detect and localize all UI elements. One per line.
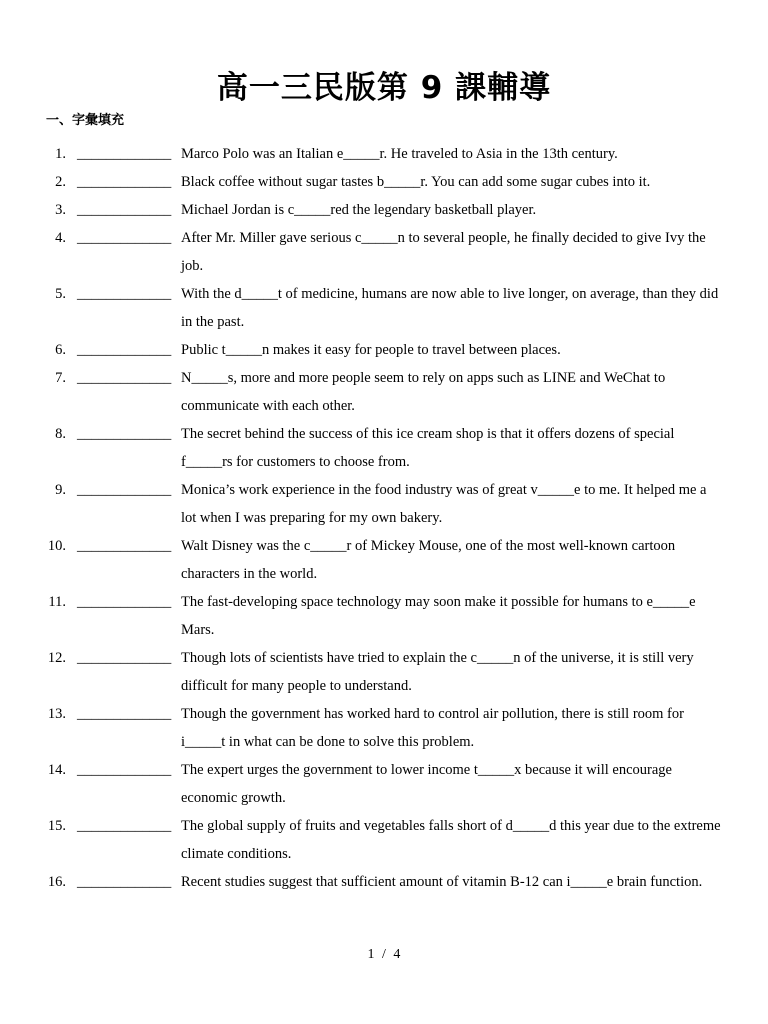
question-number: 10. (47, 538, 66, 554)
question-item (0, 168, 721, 196)
answer-blank: _____________ (77, 174, 172, 190)
question-number: 11. (48, 594, 66, 610)
question-text: The secret behind the success of this ice cream shop is that it offers dozens of special f_____rs for customers to choose from. (181, 426, 675, 470)
question-number: 5. (55, 286, 66, 302)
answer-blank: _____________ (77, 762, 172, 778)
question-text: Public t_____n makes it easy for people to travel between places. (181, 342, 561, 358)
page-title: 高一三民版第 9 課輔導 (216, 70, 552, 106)
question-number: 2. (55, 174, 66, 190)
question-item (0, 644, 721, 700)
question-text: Recent studies suggest that sufficient amount of vitamin B-12 can i_____e brain function. (181, 874, 703, 890)
question-number: 12. (47, 650, 66, 666)
question-item (0, 588, 721, 644)
question-text: The global supply of fruits and vegetables falls short of d_____d this year due to the extreme climate conditions. (181, 818, 721, 862)
question-number: 1. (55, 146, 66, 162)
question-item (0, 196, 721, 224)
answer-blank: _____________ (77, 230, 172, 246)
answer-blank: _____________ (77, 426, 172, 442)
answer-blank: _____________ (77, 482, 172, 498)
answer-blank: _____________ (77, 342, 172, 358)
question-item (0, 224, 721, 280)
question-number: 9. (55, 482, 66, 498)
question-text: Michael Jordan is c_____red the legendary basketball player. (181, 202, 537, 218)
question-item (0, 420, 721, 476)
question-number: 3. (55, 202, 66, 218)
question-item (0, 364, 721, 420)
question-text: Though lots of scientists have tried to explain the c_____n of the universe, it is still very difficult for many people to understand. (181, 650, 694, 694)
question-text: With the d_____t of medicine, humans are now able to live longer, on average, than they did in the past. (181, 286, 719, 330)
answer-blank: _____________ (77, 286, 172, 302)
question-text: Walt Disney was the c_____r of Mickey Mouse, one of the most well-known cartoon characters in the world. (181, 538, 676, 582)
question-item (0, 532, 721, 588)
question-item (0, 336, 721, 364)
answer-blank: _____________ (77, 370, 172, 386)
question-text: Though the government has worked hard to control air pollution, there is still room for i_____t in what can be done to solve this problem. (181, 706, 684, 750)
question-item (0, 140, 721, 168)
question-text: Marco Polo was an Italian e_____r. He traveled to Asia in the 13th century. (181, 146, 618, 162)
question-number: 13. (47, 706, 66, 722)
answer-blank: _____________ (77, 650, 172, 666)
question-number: 6. (55, 342, 66, 358)
answer-blank: _____________ (77, 706, 172, 722)
question-number: 16. (47, 874, 66, 890)
question-text: Monica’s work experience in the food industry was of great v_____e to me. It helped me a lot when I was preparing for my own bakery. (181, 482, 707, 526)
question-item (0, 812, 721, 868)
answer-blank: _____________ (77, 818, 172, 834)
question-text: Black coffee without sugar tastes b_____r. You can add some sugar cubes into it. (181, 174, 651, 190)
answer-blank: _____________ (77, 146, 172, 162)
question-text: After Mr. Miller gave serious c_____n to several people, he finally decided to give Ivy the job. (181, 230, 706, 274)
question-number: 8. (55, 426, 66, 442)
page-number: 1 / 4 (367, 947, 401, 962)
question-item (0, 700, 721, 756)
question-item (0, 756, 721, 812)
question-number: 15. (47, 818, 66, 834)
question-text: N_____s, more and more people seem to rely on apps such as LINE and WeChat to communicate with each other. (181, 370, 666, 414)
question-item (0, 476, 721, 532)
question-number: 14. (47, 762, 66, 778)
question-item (0, 280, 721, 336)
answer-blank: _____________ (77, 874, 172, 890)
question-number: 4. (55, 230, 66, 246)
question-text: The expert urges the government to lower income t_____x because it will encourage economic growth. (181, 762, 672, 806)
question-item (0, 868, 721, 896)
answer-blank: _____________ (77, 202, 172, 218)
question-number: 7. (55, 370, 66, 386)
answer-blank: _____________ (77, 594, 172, 610)
section-heading: 一、字彙填充 (46, 113, 125, 128)
answer-blank: _____________ (77, 538, 172, 554)
question-text: The fast-developing space technology may soon make it possible for humans to e_____e Mars. (181, 594, 696, 638)
question-list (0, 140, 768, 896)
